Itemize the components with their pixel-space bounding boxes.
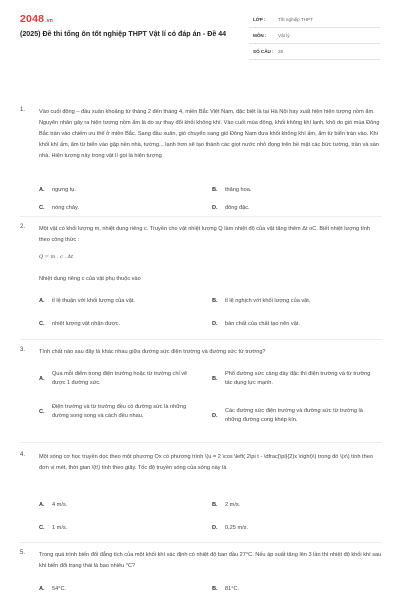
option-letter: B. [212,375,218,382]
option-text: 4 m/s. [52,502,68,508]
option-text: 0,25 m/s. [225,525,249,531]
question-4 [20,452,385,538]
question-number: 4. [20,452,26,458]
question-divider [20,339,382,340]
heat-formula: Q = m . c . Δt [39,254,74,260]
option-d[interactable] [212,407,380,425]
option-letter: C. [39,525,45,531]
option-text: đông đặc. [225,205,250,211]
option-d[interactable] [212,320,375,329]
question-text: Một vật có khối lượng m, nhiệt dung riêng c. Truyền cho vật nhiệt lượng Q làm nhiệt độ của vật tăng thêm Δt oC. Biết nhiệt lượng tính theo công thức : [39,226,371,243]
option-a[interactable] [39,370,194,388]
option-text: Phổ đường sức càng dày đặc thì điện trường và từ trường tác dụng lực mạnh. [225,371,371,386]
question-divider [20,442,382,443]
info-row-count [249,44,380,60]
option-a[interactable] [39,501,202,510]
question-text: Một sóng cơ học truyền dọc theo một phương Ox có phương trình \(u = 2 \cos \left( 2\pi t - \dfrac{\pi}{2}x \right)\) trong đó \(x\) tính theo đơn vị mét, thời gian \(t\) tính theo giây. Tốc độ truyền sóng của sóng này là [39,454,373,471]
logo-suffix: .vn [45,18,53,24]
option-text: tỉ lệ nghịch với khối lượng của vật. [225,298,311,304]
option-text: thăng hoa. [225,187,252,193]
exam-title: (2025) Đề thi tổng ôn tốt nghiệp THPT Vật lí có đáp án - Đề 44 [20,30,227,38]
option-letter: B. [212,586,218,592]
option-letter: A. [39,502,45,508]
option-text: 2 m/s. [225,502,241,508]
info-label: LỚP : [253,17,266,22]
option-letter: A. [39,298,45,304]
option-text: 54°C. [52,586,67,592]
option-letter: C. [39,321,45,327]
option-letter: A. [39,187,45,193]
option-c[interactable] [39,320,202,329]
option-letter: B. [212,298,218,304]
question-number: 2. [20,224,26,230]
option-b[interactable] [212,370,375,388]
option-text: 1 m/s. [52,525,68,531]
question-divider [20,542,382,543]
question-text: Tính chất nào sau đây là khác nhau giữa đường sức điện trường và đường sức từ trường? [39,349,266,355]
option-text: nóng chảy. [52,205,79,211]
option-text: Các đường sức điện trường và đường sức từ trường là những đường cong khép kín. [225,408,363,423]
option-b[interactable] [212,501,375,510]
option-a[interactable] [39,585,202,594]
option-letter: D. [212,412,218,419]
question-number: 1. [20,107,26,113]
site-logo[interactable] [20,13,53,25]
question-number: 5. [20,550,26,556]
option-letter: B. [212,187,218,193]
question-3 [20,347,385,437]
option-text: Qua mỗi điểm trong điện trường hoặc từ trường chỉ vẽ được 1 đường sức. [52,371,188,386]
option-letter: B. [212,502,218,508]
option-letter: D. [212,321,218,327]
option-text: ngưng tụ. [52,187,76,193]
option-text: Điện trường và từ trường đều có đường sức là những đường song song và cách đều nhau. [52,404,187,419]
option-a[interactable] [39,186,202,195]
option-letter: C. [39,205,45,211]
question-5 [20,550,385,600]
option-c[interactable] [39,524,202,533]
info-label: SỐ CÂU : [253,49,274,54]
info-row-subject [249,28,380,44]
option-letter: C. [39,408,45,415]
option-c[interactable] [39,204,202,213]
option-letter: A. [39,375,45,382]
option-d[interactable] [212,524,375,533]
option-letter: D. [212,525,218,531]
option-b[interactable] [212,186,375,195]
option-text: nhiệt lượng vật nhận được. [52,321,121,327]
option-b[interactable] [212,297,375,306]
info-row-class [249,12,380,28]
question-2 [20,224,385,336]
question-text: Trong quá trình biến đổi đẳng tích của một khối khí xác định có nhiệt độ ban đầu 27°C. Nếu áp suất tăng lên 3 lần thì nhiệt độ khối khí sau khi biến đổi trạng thái là bao nhiêu °C? [39,552,382,569]
question-number: 3. [20,347,26,353]
question-divider [20,216,382,217]
info-label: MÔN : [253,33,267,38]
logo-text: 2048 [20,13,45,25]
info-value: Vật lý [278,33,290,38]
option-text: bản chất của chất tạo nên vật. [225,321,300,327]
option-c[interactable] [39,403,194,421]
option-text: 81°C. [225,586,240,592]
option-letter: A. [39,586,45,592]
question-1 [20,107,385,213]
option-a[interactable] [39,297,202,306]
option-b[interactable] [212,585,375,594]
option-d[interactable] [212,204,375,213]
document-header [0,0,400,96]
question-text: Vào cuối đông – đầu xuân khoảng từ tháng 2 đến tháng 4, miền Bắc Việt Nam, đặc biệt là tại Hà Nội hay xuất hiện hiện tượng nồm ẩm. Nguyên nhân gây ra hiện tượng nồm ẩm là do sự thay đổi khối không khí. Vào cuối mùa đông, khối không khí lạnh, khô do gió mùa Đông Bắc tràn vào chiếm ưu thế ở miền Bắc. Sang đầu xuân, gió chuyển sang gió Đông Nam đưa khối không khí ấm, ẩm từ biển tràn vào. Khi khối khí ấm, ẩm từ biển vào gặp nền nhà, tường... lạnh hơn sẽ tạo thành các giọt nước nhỏ đọng trên bề mặt các bức tường, trần và sàn nhà. Hiện tượng này trong vật lí gọi là hiện tượng [39,109,380,159]
info-value: Tốt nghiệp THPT [278,17,313,22]
option-text: tỉ lệ thuận với khối lượng của vật. [52,298,135,304]
info-value: 28 [278,49,284,54]
question-subtext: Nhiệt dung riêng c của vật phụ thuộc vào [39,276,141,282]
exam-info-table [249,12,380,60]
option-letter: D. [212,205,218,211]
